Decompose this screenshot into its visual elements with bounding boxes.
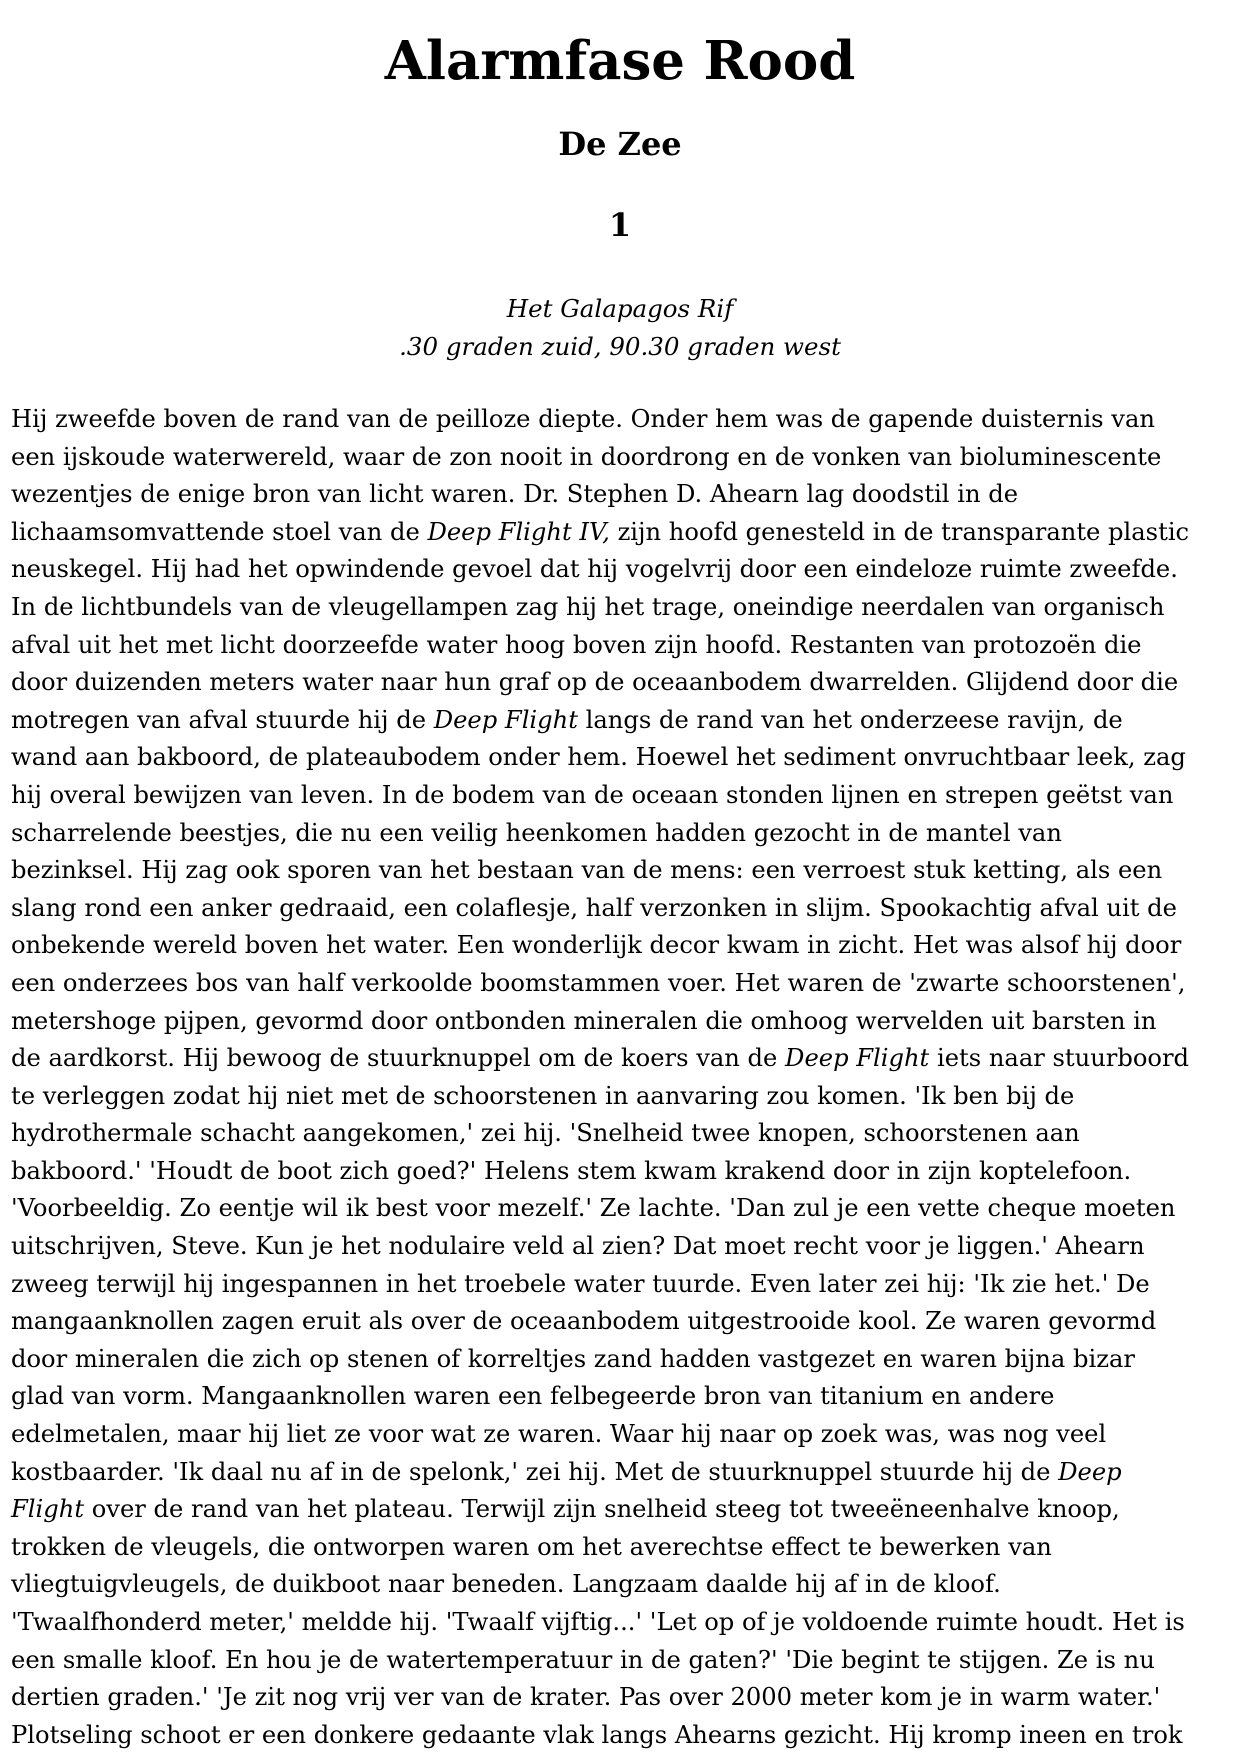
- body-text-segment: iets naar stuurboord: [929, 1044, 1190, 1073]
- body-line: [11, 1228, 1235, 1266]
- body-line: [11, 589, 1235, 627]
- body-line: [11, 1454, 1235, 1492]
- location-name: Het Galapagos Rif: [506, 294, 734, 323]
- body-line: [11, 1679, 1235, 1717]
- body-line: [11, 1566, 1235, 1604]
- body-text-segment: uitschrijven, Steve. Kun je het nodulaire veld al zien? Dat moet recht voor je liggen.' Ahearn: [11, 1232, 1145, 1261]
- body-text-segment: 'Voorbeeldig. Zo eentje wil ik best voor mezelf.' Ze lachte. 'Dan zul je een vette cheque moeten: [11, 1194, 1176, 1223]
- body-text-segment: kostbaarder. 'Ik daal nu af in de spelonk,' zei hij. Met de stuurknuppel stuurde hij de: [11, 1457, 1059, 1486]
- body-text-segment: trokken de vleugels, die ontworpen waren om het averechtse effect te bewerken van: [11, 1532, 1052, 1561]
- body-text-segment: een ijskoude waterwereld, waar de zon nooit in doordrong en de vonken van bioluminescente: [11, 442, 1162, 471]
- body-line: [11, 1003, 1235, 1041]
- body-line: [11, 739, 1235, 777]
- body-text-segment: zijn hoofd genesteld in de transparante plastic: [609, 517, 1190, 546]
- body-text-segment: In de lichtbundels van de vleugellampen zag hij het trage, oneindige neerdalen van organisch: [11, 592, 1165, 621]
- body-text-segment: slang rond een anker gedraaid, een colaflesje, half verzonken in slijm. Spookachtig afval uit de: [11, 893, 1177, 922]
- body-text-segment: lichaamsomvattende stoel van de: [11, 517, 428, 546]
- body-text-segment: edelmetalen, maar hij liet ze voor wat ze waren. Waar hij naar op zoek was, was nog veel: [11, 1420, 1107, 1449]
- body-line: [11, 927, 1235, 965]
- body-line: [11, 514, 1235, 552]
- body-text-segment: metershoge pijpen, gevormd door ontbonden mineralen die omhoog wervelden uit barsten in: [11, 1006, 1157, 1035]
- body-line: [11, 1378, 1235, 1416]
- body-text-segment: door duizenden meters water naar hun graf op de oceaanbodem dwarrelden. Glijdend door die: [11, 668, 1179, 697]
- body-line: [11, 815, 1235, 853]
- body-text-segment: scharrelende beestjes, die nu een veilig heenkomen hadden gezocht in de mantel van: [11, 818, 1062, 847]
- body-text-segment: een smalle kloof. En hou je de watertemperatuur in de gaten?' 'Die begint te stijgen. Ze is nu: [11, 1645, 1155, 1674]
- italic-title-text: Deep: [1058, 1457, 1122, 1486]
- body-text-segment: onbekende wereld boven het water. Een wonderlijk decor kwam in zicht. Het was alsof hij door: [11, 931, 1182, 960]
- body-line: [11, 1529, 1235, 1567]
- body-text-segment: langs de rand van het onderzeese ravijn, de: [577, 705, 1123, 734]
- body-line: [11, 1153, 1235, 1191]
- italic-title-text: Deep Flight IV,: [427, 517, 610, 546]
- body-text-segment: motregen van afval stuurde hij de: [11, 705, 434, 734]
- body-line: [11, 852, 1235, 890]
- part-heading: De Zee: [558, 125, 682, 163]
- body-text-segment: mangaanknollen zagen eruit als over de oceaanbodem uitgestrooide kool. Ze waren gevormd: [11, 1307, 1157, 1336]
- body-text-segment: bakboord.' 'Houdt de boot zich goed?' Helens stem kwam krakend door in zijn koptelefoon.: [11, 1156, 1132, 1185]
- body-text-segment: door mineralen die zich op stenen of korreltjes zand hadden vastgezet en waren bijna bizar: [11, 1344, 1135, 1373]
- body-text-segment: Hij zweefde boven de rand van de peilloze diepte. Onder hem was de gapende duisternis van: [11, 405, 1155, 433]
- body-text-segment: bezinksel. Hij zag ook sporen van het bestaan van de mens: een verroest stuk ketting, als een: [11, 856, 1163, 885]
- body-line: [11, 551, 1235, 589]
- body-line: [11, 1266, 1235, 1304]
- chapter-body: [11, 401, 1235, 1754]
- body-line: [11, 702, 1235, 740]
- body-line: [11, 777, 1235, 815]
- body-line: [11, 401, 1235, 439]
- body-text-segment: te verleggen zodat hij niet met de schoorstenen in aanvaring zou komen. 'Ik ben bij de: [11, 1081, 1075, 1110]
- body-text-segment: zweeg terwijl hij ingespannen in het troebele water tuurde. Even later zei hij: 'Ik zie het.' De: [11, 1269, 1150, 1298]
- body-text-segment: dertien graden.' 'Je zit nog vrij ver van de krater. Pas over 2000 meter kom je in warm water.': [11, 1683, 1161, 1712]
- body-text-segment: 'Twaalfhonderd meter,' meldde hij. 'Twaalf vijftig...' 'Let op of je voldoende ruimte houdt. Het is: [11, 1608, 1185, 1636]
- body-line: [11, 664, 1235, 702]
- italic-title-text: Deep Flight: [433, 705, 578, 734]
- body-text-segment: Plotseling schoot er een donkere gedaante vlak langs Ahearns gezicht. Hij kromp ineen en trok: [11, 1720, 1183, 1749]
- body-line: [11, 1190, 1235, 1228]
- body-text-segment: hij overal bewijzen van leven. In de bodem van de oceaan stonden lijnen en strepen geëtst van: [11, 780, 1174, 809]
- body-text-segment: over de rand van het plateau. Terwijl zijn snelheid steeg tot tweeëneenhalve knoop,: [84, 1495, 1120, 1524]
- body-text-segment: wand aan bakboord, de plateaubodem onder hem. Hoewel het sediment onvruchtbaar leek, zag: [11, 743, 1186, 772]
- body-line: [11, 1040, 1235, 1078]
- book-title: Alarmfase Rood: [384, 30, 856, 92]
- italic-title-text: Flight: [11, 1495, 85, 1524]
- body-line: [11, 1717, 1235, 1754]
- body-text-segment: hydrothermale schacht aangekomen,' zei hij. 'Snelheid twee knopen, schoorstenen aan: [11, 1119, 1080, 1148]
- body-line: [11, 1078, 1235, 1116]
- body-line: [11, 476, 1235, 514]
- body-text-segment: vliegtuigvleugels, de duikboot naar beneden. Langzaam daalde hij af in de kloof.: [11, 1570, 1001, 1599]
- body-line: [11, 1303, 1235, 1341]
- body-text-segment: de aardkorst. Hij bewoog de stuurknuppel om de koers van de: [11, 1044, 786, 1073]
- body-line: [11, 1604, 1235, 1642]
- italic-title-text: Deep Flight: [785, 1044, 930, 1073]
- location-block: [0, 290, 1240, 365]
- body-line: [11, 890, 1235, 928]
- body-text-segment: neuskegel. Hij had het opwindende gevoel dat hij vogelvrij door een eindeloze ruimte zweefde.: [11, 555, 1178, 584]
- body-line: [11, 1115, 1235, 1153]
- body-text-segment: een onderzees bos van half verkoolde boomstammen voer. Het waren de 'zwarte schoorstenen',: [11, 968, 1186, 997]
- chapter-number: 1: [608, 206, 632, 244]
- body-text-segment: afval uit het met licht doorzeefde water hoog boven zijn hoofd. Restanten van protozoën die: [11, 630, 1142, 659]
- location-coordinates: .30 graden zuid, 90.30 graden west: [399, 331, 841, 361]
- body-text-segment: wezentjes de enige bron van licht waren. Dr. Stephen D. Ahearn lag doodstil in de: [11, 480, 1019, 509]
- body-text-segment: glad van vorm. Mangaanknollen waren een felbegeerde bron van titanium en andere: [11, 1382, 1055, 1411]
- body-line: [11, 1341, 1235, 1379]
- body-line: [11, 1416, 1235, 1454]
- body-line: [11, 439, 1235, 477]
- body-line: [11, 627, 1235, 665]
- body-line: [11, 1491, 1235, 1529]
- body-line: [11, 1642, 1235, 1680]
- body-line: [11, 965, 1235, 1003]
